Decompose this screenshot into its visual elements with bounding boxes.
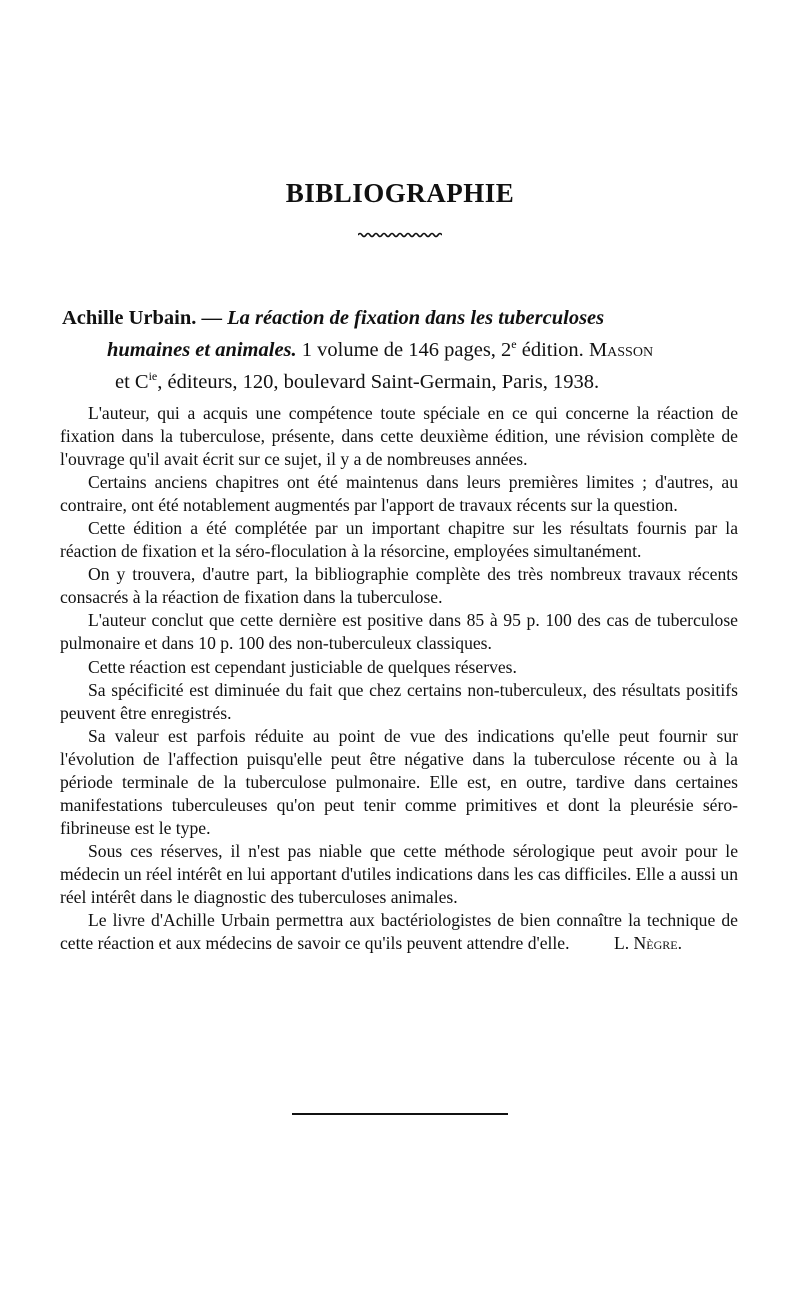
bibliographic-reference — [62, 305, 742, 395]
reference-publisher-line: et C — [115, 370, 149, 393]
reference-details-part2: édition. — [516, 338, 589, 361]
ornament-squiggle — [358, 230, 442, 240]
reference-title-part2: humaines et animales. — [107, 338, 297, 361]
review-paragraph: Sa valeur est parfois réduite au point de vue des indications qu'elle peut fournir sur l'évolution de l'affection puisqu'elle peut être négative dans la tuberculose récente ou à la période terminale de la tuberculose pulmonaire. Elle est, en outre, tardive dans certaines manifestations tuberculeuses qu'on peut tenir comme primitives et dont la pleurésie séro-fibrineuse est le type. — [60, 725, 738, 838]
review-paragraph: Cette réaction est cependant justiciable de quelques réserves. — [88, 656, 517, 677]
review-paragraph-last — [60, 909, 738, 955]
reference-details-part1: 1 volume de 146 pages, 2 — [296, 338, 512, 361]
review-paragraph: Sa spécificité est diminuée du fait que chez certains non-tuberculeux, des résultats positifs peuvent être enregistrés. — [60, 679, 738, 723]
reference-edition-sup: e — [511, 337, 517, 351]
reference-title-part1: La réaction de fixation dans les tuberculoses — [227, 307, 605, 329]
review-paragraph: L'auteur conclut que cette dernière est positive dans 85 à 95 p. 100 des cas de tuberculose pulmonaire et dans 10 p. 100 des non-tuberculeux classiques. — [60, 610, 738, 654]
reference-dash: — — [196, 307, 228, 329]
review-paragraph: Certains anciens chapitres ont été maintenus dans leurs premières limites ; d'autres, au contraire, ont été notablement augmentés par l'apport de travaux récents sur la question. — [60, 472, 738, 516]
reference-author: Achille Urbain. — [62, 307, 197, 329]
review-paragraph: L'auteur, qui a acquis une compétence toute spéciale en ce qui concerne la réaction de fixation dans la tuberculose, présente, dans cette deuxième édition, une révision complète de l'ouvrage qu'il avait écrit sur ce sujet, il y a de nombreuses années. — [60, 403, 738, 470]
closing-rule — [292, 1113, 508, 1115]
review-paragraph: Cette édition a été complétée par un important chapitre sur les résultats fournis par la réaction de fixation et la séro-floculation à la résorcine, employées simultanément. — [60, 518, 738, 562]
reference-line-1 — [62, 305, 742, 331]
review-paragraph: On y trouvera, d'autre part, la bibliographie complète des très nombreux travaux récents consacrés à la réaction de fixation dans la tuberculose. — [60, 564, 738, 608]
author-signature: L. Nègre. — [614, 933, 682, 954]
page-title: BIBLIOGRAPHIE — [285, 178, 515, 208]
review-body — [60, 402, 738, 955]
reference-publisher-name: Masson — [588, 338, 654, 361]
reference-publisher-rest: , éditeurs, 120, boulevard Saint-Germain, Paris, 1938. — [157, 370, 600, 393]
review-paragraph: Sous ces réserves, il n'est pas niable que cette méthode sérologique peut avoir pour le médecin un réel intérêt en lui apportant d'utiles indications dans les cas difficiles. Elle a aussi un réel intérêt dans le diagnostic des tuberculoses animales. — [60, 840, 738, 907]
reference-line-2 — [62, 331, 742, 363]
review-paragraph-text: Le livre d'Achille Urbain permettra aux bactériologistes de bien connaître la technique de cette réaction et aux médecins de savoir ce qu'ils peuvent attendre d'elle. — [60, 910, 738, 954]
reference-publisher-sup: ie — [148, 368, 158, 383]
reference-line-3 — [62, 363, 742, 395]
